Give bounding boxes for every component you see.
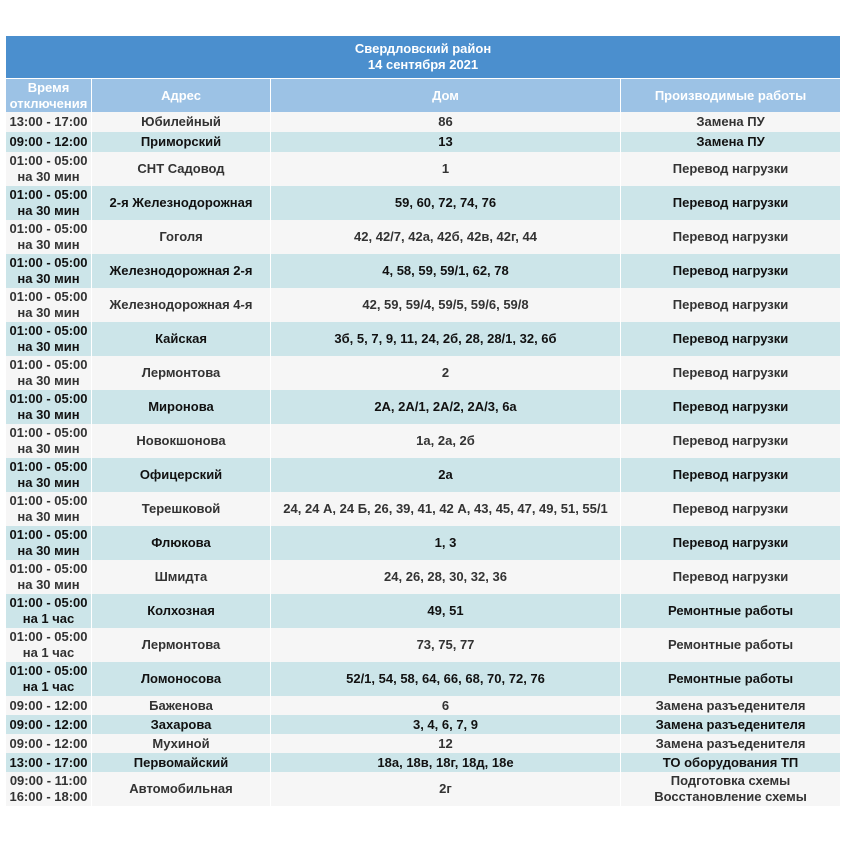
- house-numbers-cell: 24, 24 А, 24 Б, 26, 39, 41, 42 А, 43, 45, 47, 49, 51, 55/1: [271, 492, 621, 526]
- work-type-line: Замена ПУ: [696, 114, 765, 129]
- house-numbers-cell: 2г: [271, 772, 621, 806]
- address-cell: СНТ Садовод: [92, 152, 271, 186]
- work-type-line: Перевод нагрузки: [672, 433, 789, 448]
- work-type-line: Замена разъеденителя: [655, 735, 806, 751]
- table-row: [6, 288, 841, 322]
- outage-time-cell: [6, 526, 92, 560]
- outage-time-line: 09:00 - 12:00: [9, 697, 88, 713]
- table-row: [6, 152, 841, 186]
- house-numbers-cell: 73, 75, 77: [271, 628, 621, 662]
- address-cell: Мухиной: [92, 734, 271, 753]
- house-numbers-cell: 42, 42/7, 42а, 42б, 42в, 42г, 44: [271, 220, 621, 254]
- table-row: [6, 560, 841, 594]
- outage-time-cell: [6, 390, 92, 424]
- table-row: [6, 424, 841, 458]
- table-row: [6, 715, 841, 734]
- outage-time-line: 01:00 - 05:00: [9, 459, 88, 474]
- house-numbers-cell: 3б, 5, 7, 9, 11, 24, 2б, 28, 28/1, 32, 6б: [271, 322, 621, 356]
- address-cell: 2-я Железнодорожная: [92, 186, 271, 220]
- work-type-cell: [621, 458, 841, 492]
- outage-time-line: на 1 час: [22, 645, 75, 660]
- work-type-cell: [621, 772, 841, 806]
- work-type-line: Ремонтные работы: [667, 603, 794, 618]
- outage-time-line: на 30 мин: [17, 237, 80, 252]
- outage-time-line: 01:00 - 05:00: [9, 425, 88, 440]
- outage-time-line: на 30 мин: [17, 169, 80, 184]
- outage-schedule-table: [5, 36, 841, 806]
- outage-time-cell: [6, 662, 92, 696]
- outage-time-cell: [6, 753, 92, 772]
- table-row: [6, 662, 841, 696]
- outage-time-cell: [6, 628, 92, 662]
- table-row: [6, 526, 841, 560]
- outage-time-line: 01:00 - 05:00: [9, 527, 88, 542]
- work-type-line: Перевод нагрузки: [672, 365, 789, 380]
- table-row: [6, 254, 841, 288]
- work-type-cell: [621, 628, 841, 662]
- house-numbers-cell: 3, 4, 6, 7, 9: [271, 715, 621, 734]
- outage-time-cell: [6, 715, 92, 734]
- table-title: [6, 36, 841, 79]
- work-type-line: Перевод нагрузки: [672, 569, 789, 584]
- house-numbers-cell: 18а, 18в, 18г, 18д, 18е: [271, 753, 621, 772]
- house-numbers-cell: 6: [271, 696, 621, 715]
- address-cell: Захарова: [92, 715, 271, 734]
- work-type-cell: [621, 492, 841, 526]
- column-header-house: Дом: [271, 79, 621, 113]
- address-cell: Железнодорожная 2-я: [92, 254, 271, 288]
- outage-time-line: 09:00 - 12:00: [9, 735, 88, 751]
- district-name: Свердловский район: [354, 41, 492, 56]
- outage-time-line: на 30 мин: [17, 475, 80, 490]
- address-cell: Автомобильная: [92, 772, 271, 806]
- house-numbers-cell: 86: [271, 112, 621, 132]
- table-row: [6, 322, 841, 356]
- work-type-line: Подготовка схемы: [670, 773, 791, 788]
- house-numbers-cell: 12: [271, 734, 621, 753]
- outage-time-line: 16:00 - 18:00: [9, 789, 88, 804]
- outage-time-line: на 30 мин: [17, 509, 80, 524]
- column-header-time: [6, 79, 92, 113]
- address-cell: Кайская: [92, 322, 271, 356]
- table-row: [6, 132, 841, 152]
- outage-time-line: 09:00 - 12:00: [9, 716, 88, 732]
- outage-time-line: на 30 мин: [17, 441, 80, 456]
- outage-time-line: на 30 мин: [17, 339, 80, 354]
- table-row: [6, 628, 841, 662]
- outage-time-line: 01:00 - 05:00: [9, 357, 88, 372]
- address-cell: Железнодорожная 4-я: [92, 288, 271, 322]
- outage-time-cell: [6, 152, 92, 186]
- outage-time-cell: [6, 132, 92, 152]
- work-type-cell: [621, 715, 841, 734]
- work-type-line: ТО оборудования ТП: [662, 754, 799, 770]
- outage-time-line: на 30 мин: [17, 577, 80, 592]
- house-numbers-cell: 1: [271, 152, 621, 186]
- work-type-cell: [621, 288, 841, 322]
- address-cell: Новокшонова: [92, 424, 271, 458]
- work-type-cell: [621, 594, 841, 628]
- table-row: [6, 390, 841, 424]
- work-type-line: Замена разъеденителя: [655, 697, 806, 713]
- outage-time-cell: [6, 322, 92, 356]
- outage-time-cell: [6, 254, 92, 288]
- outage-time-cell: [6, 458, 92, 492]
- outage-time-line: на 30 мин: [17, 373, 80, 388]
- work-type-line: Перевод нагрузки: [672, 399, 789, 414]
- table-row: [6, 112, 841, 132]
- work-type-line: Перевод нагрузки: [672, 331, 789, 346]
- work-type-line: Перевод нагрузки: [672, 229, 789, 244]
- work-type-line: Замена ПУ: [696, 134, 765, 149]
- work-type-line: Перевод нагрузки: [672, 467, 789, 482]
- outage-time-line: 01:00 - 05:00: [9, 187, 88, 202]
- work-type-cell: [621, 132, 841, 152]
- work-type-cell: [621, 753, 841, 772]
- address-cell: Офицерский: [92, 458, 271, 492]
- table-row: [6, 356, 841, 390]
- work-type-cell: [621, 526, 841, 560]
- work-type-line: Перевод нагрузки: [672, 535, 789, 550]
- address-cell: Терешковой: [92, 492, 271, 526]
- work-type-cell: [621, 152, 841, 186]
- work-type-cell: [621, 186, 841, 220]
- address-cell: Гоголя: [92, 220, 271, 254]
- table-row: [6, 458, 841, 492]
- work-type-line: Ремонтные работы: [667, 671, 794, 686]
- outage-time-line: 01:00 - 05:00: [9, 323, 88, 338]
- work-type-line: Ремонтные работы: [667, 637, 794, 652]
- table-row: [6, 594, 841, 628]
- column-header-time-line: отключения: [9, 95, 88, 111]
- outage-time-line: 01:00 - 05:00: [9, 255, 88, 270]
- outage-time-cell: [6, 492, 92, 526]
- outage-time-cell: [6, 424, 92, 458]
- table-body: [6, 112, 841, 806]
- house-numbers-cell: 1, 3: [271, 526, 621, 560]
- outage-time-line: 01:00 - 05:00: [9, 663, 88, 678]
- column-header-time-line: Время: [27, 79, 70, 95]
- work-type-cell: [621, 696, 841, 715]
- outage-time-cell: [6, 696, 92, 715]
- house-numbers-cell: 2: [271, 356, 621, 390]
- work-type-line: Восстановление схемы: [654, 789, 807, 804]
- outage-time-cell: [6, 560, 92, 594]
- work-type-cell: [621, 560, 841, 594]
- work-type-cell: [621, 390, 841, 424]
- table-row: [6, 734, 841, 753]
- outage-time-cell: [6, 594, 92, 628]
- outage-time-line: 01:00 - 05:00: [9, 561, 88, 576]
- column-header-work: Производимые работы: [621, 79, 841, 113]
- work-type-cell: [621, 424, 841, 458]
- outage-time-line: на 1 час: [22, 611, 75, 626]
- work-type-line: Перевод нагрузки: [672, 297, 789, 312]
- address-cell: Миронова: [92, 390, 271, 424]
- house-numbers-cell: 4, 58, 59, 59/1, 62, 78: [271, 254, 621, 288]
- address-cell: Баженова: [92, 696, 271, 715]
- address-cell: Лермонтова: [92, 356, 271, 390]
- address-cell: Шмидта: [92, 560, 271, 594]
- table-row: [6, 772, 841, 806]
- address-cell: Колхозная: [92, 594, 271, 628]
- outage-time-line: 01:00 - 05:00: [9, 629, 88, 644]
- house-numbers-cell: 42, 59, 59/4, 59/5, 59/6, 59/8: [271, 288, 621, 322]
- work-type-line: Перевод нагрузки: [672, 161, 789, 176]
- outage-time-cell: [6, 220, 92, 254]
- house-numbers-cell: 24, 26, 28, 30, 32, 36: [271, 560, 621, 594]
- outage-time-line: 01:00 - 05:00: [9, 289, 88, 304]
- house-numbers-cell: 13: [271, 132, 621, 152]
- outage-time-cell: [6, 186, 92, 220]
- table-row: [6, 696, 841, 715]
- work-type-line: Замена разъеденителя: [655, 716, 806, 732]
- outage-time-cell: [6, 356, 92, 390]
- outage-time-line: на 30 мин: [17, 203, 80, 218]
- work-type-cell: [621, 254, 841, 288]
- house-numbers-cell: 59, 60, 72, 74, 76: [271, 186, 621, 220]
- outage-time-line: 13:00 - 17:00: [9, 114, 88, 129]
- house-numbers-cell: 2А, 2А/1, 2А/2, 2А/3, 6а: [271, 390, 621, 424]
- outage-time-line: 01:00 - 05:00: [9, 391, 88, 406]
- outage-time-line: на 30 мин: [17, 407, 80, 422]
- outage-time-line: 09:00 - 11:00: [9, 773, 88, 788]
- table-row: [6, 492, 841, 526]
- house-numbers-cell: 2а: [271, 458, 621, 492]
- outage-time-cell: [6, 772, 92, 806]
- outage-time-line: 09:00 - 12:00: [9, 134, 88, 149]
- table-row: [6, 220, 841, 254]
- outage-time-line: на 30 мин: [17, 543, 80, 558]
- column-header-row: [6, 79, 841, 113]
- house-numbers-cell: 52/1, 54, 58, 64, 66, 68, 70, 72, 76: [271, 662, 621, 696]
- address-cell: Приморский: [92, 132, 271, 152]
- work-type-line: Перевод нагрузки: [672, 263, 789, 278]
- schedule-date: 14 сентября 2021: [367, 57, 479, 72]
- outage-time-cell: [6, 734, 92, 753]
- outage-time-line: 01:00 - 05:00: [9, 493, 88, 508]
- work-type-cell: [621, 322, 841, 356]
- outage-time-line: 13:00 - 17:00: [9, 754, 88, 770]
- work-type-cell: [621, 356, 841, 390]
- column-header-address: Адрес: [92, 79, 271, 113]
- outage-time-line: на 30 мин: [17, 305, 80, 320]
- table-row: [6, 186, 841, 220]
- outage-time-line: на 30 мин: [17, 271, 80, 286]
- work-type-cell: [621, 662, 841, 696]
- work-type-cell: [621, 112, 841, 132]
- table-title-row: [6, 36, 841, 79]
- outage-time-line: 01:00 - 05:00: [9, 221, 88, 236]
- work-type-line: Перевод нагрузки: [672, 195, 789, 210]
- work-type-line: Перевод нагрузки: [672, 501, 789, 516]
- outage-time-line: 01:00 - 05:00: [9, 153, 88, 168]
- outage-time-line: 01:00 - 05:00: [9, 595, 88, 610]
- address-cell: Флюкова: [92, 526, 271, 560]
- address-cell: Юбилейный: [92, 112, 271, 132]
- outage-time-cell: [6, 288, 92, 322]
- address-cell: Лермонтова: [92, 628, 271, 662]
- outage-time-cell: [6, 112, 92, 132]
- address-cell: Ломоносова: [92, 662, 271, 696]
- house-numbers-cell: 1а, 2а, 2б: [271, 424, 621, 458]
- work-type-cell: [621, 734, 841, 753]
- table-row: [6, 753, 841, 772]
- house-numbers-cell: 49, 51: [271, 594, 621, 628]
- address-cell: Первомайский: [92, 753, 271, 772]
- work-type-cell: [621, 220, 841, 254]
- outage-time-line: на 1 час: [22, 679, 75, 694]
